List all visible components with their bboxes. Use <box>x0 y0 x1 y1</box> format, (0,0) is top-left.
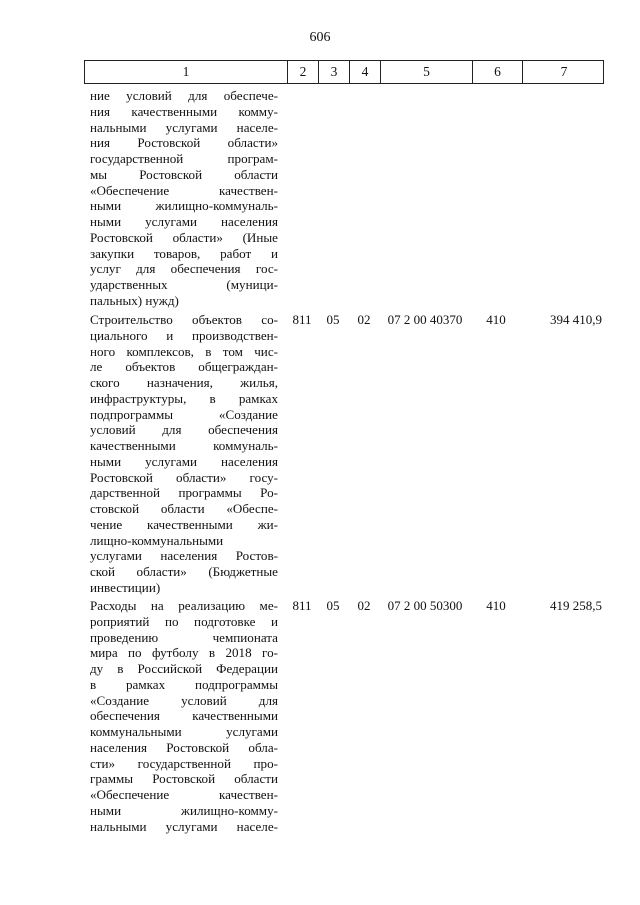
desc-line: пальных) нужд) <box>90 292 179 308</box>
desc-line: ния качественными комму- <box>90 103 278 119</box>
desc-line: циального и производствен- <box>90 327 278 343</box>
desc-line: «Обеспечение качествен- <box>90 182 278 198</box>
table-header <box>84 60 604 84</box>
desc-line: ными жилищно-коммуналь- <box>90 198 278 214</box>
desc-line: ние условий для обеспече- <box>90 88 278 103</box>
row-2-col-4: 02 <box>357 312 371 327</box>
desc-line: населения Ростовской обла- <box>90 739 278 755</box>
desc-line: в рамках подпрограммы <box>90 676 278 692</box>
desc-line: ного комплексов, в том чис- <box>90 343 278 359</box>
desc-line: ского назначения, жилья, <box>90 375 278 390</box>
row-2-col-7: 394 410,9 <box>550 312 602 327</box>
desc-line: Ростовской области» (Иные <box>90 229 278 245</box>
desc-line: Строительство объектов со- <box>90 312 278 327</box>
desc-line: ударственных (муници- <box>90 277 278 292</box>
desc-line: мы Ростовской области <box>90 166 278 182</box>
desc-line: стовской области «Обеспе- <box>90 501 278 516</box>
desc-line: инвестиции) <box>90 579 161 595</box>
desc-line: закупки товаров, работ и <box>90 245 278 261</box>
row-2-description <box>90 312 278 596</box>
desc-line: «Обеспечение качествен- <box>90 787 278 802</box>
desc-line: ду в Российской Федерации <box>90 661 278 676</box>
desc-line: условий для обеспечения <box>90 422 278 438</box>
desc-line: услугами населения Ростов- <box>90 548 278 564</box>
row-2-col-3: 05 <box>326 312 340 327</box>
row-3-col-7: 419 258,5 <box>550 598 602 613</box>
desc-line: коммунальными услугами <box>90 724 278 739</box>
desc-line: ской области» (Бюджетные <box>90 564 278 579</box>
header-col-7: 7 <box>522 61 605 83</box>
desc-line: роприятий по подготовке и <box>90 613 278 629</box>
desc-line: ными жилищно-комму- <box>90 802 278 818</box>
desc-line: подпрограммы «Создание <box>90 406 278 422</box>
desc-line: ными услугами населения <box>90 453 278 469</box>
header-col-5: 5 <box>380 61 472 83</box>
row-3-col-3: 05 <box>326 598 340 613</box>
row-1-description <box>90 88 278 309</box>
desc-line: дарственной программы Ро- <box>90 485 278 501</box>
row-2-col-2: 811 <box>292 312 312 327</box>
desc-line: Расходы на реализацию ме- <box>90 598 278 613</box>
header-col-3: 3 <box>318 61 349 83</box>
desc-line: сти» государственной про- <box>90 755 278 771</box>
desc-line: нальными услугами населе- <box>90 818 278 834</box>
desc-line: государственной програм- <box>90 151 278 166</box>
row-3-description <box>90 598 278 834</box>
header-col-2: 2 <box>287 61 318 83</box>
desc-line: ными услугами населения <box>90 214 278 229</box>
row-3-col-6: 410 <box>486 598 506 613</box>
desc-line: инфраструктуры, в рамках <box>90 390 278 406</box>
header-col-4: 4 <box>349 61 380 83</box>
desc-line: ния Ростовской области» <box>90 135 278 151</box>
row-2-col-5: 07 2 00 40370 <box>387 312 463 327</box>
row-3-col-2: 811 <box>292 598 312 613</box>
row-3-col-5: 07 2 00 50300 <box>387 598 463 613</box>
desc-line: чение качественными жи- <box>90 516 278 532</box>
desc-line: лищно-коммунальными <box>90 532 224 548</box>
desc-line: обеспечения качественными <box>90 708 278 724</box>
desc-line: нальными услугами населе- <box>90 119 278 135</box>
header-col-1: 1 <box>182 64 190 79</box>
header-col-6: 6 <box>472 61 522 83</box>
desc-line: услуг для обеспечения гос- <box>90 261 278 277</box>
desc-line: граммы Ростовской области <box>90 771 278 787</box>
desc-line: мира по футболу в 2018 го- <box>90 645 278 661</box>
desc-line: Ростовской области» госу- <box>90 469 278 485</box>
page-number: 606 <box>309 30 331 45</box>
desc-line: качественными коммуналь- <box>90 438 278 453</box>
row-3-col-4: 02 <box>357 598 371 613</box>
row-2-col-6: 410 <box>486 312 506 327</box>
desc-line: проведению чемпионата <box>90 629 278 645</box>
desc-line: ле объектов общеграждан- <box>90 359 278 375</box>
desc-line: «Создание условий для <box>90 692 278 708</box>
